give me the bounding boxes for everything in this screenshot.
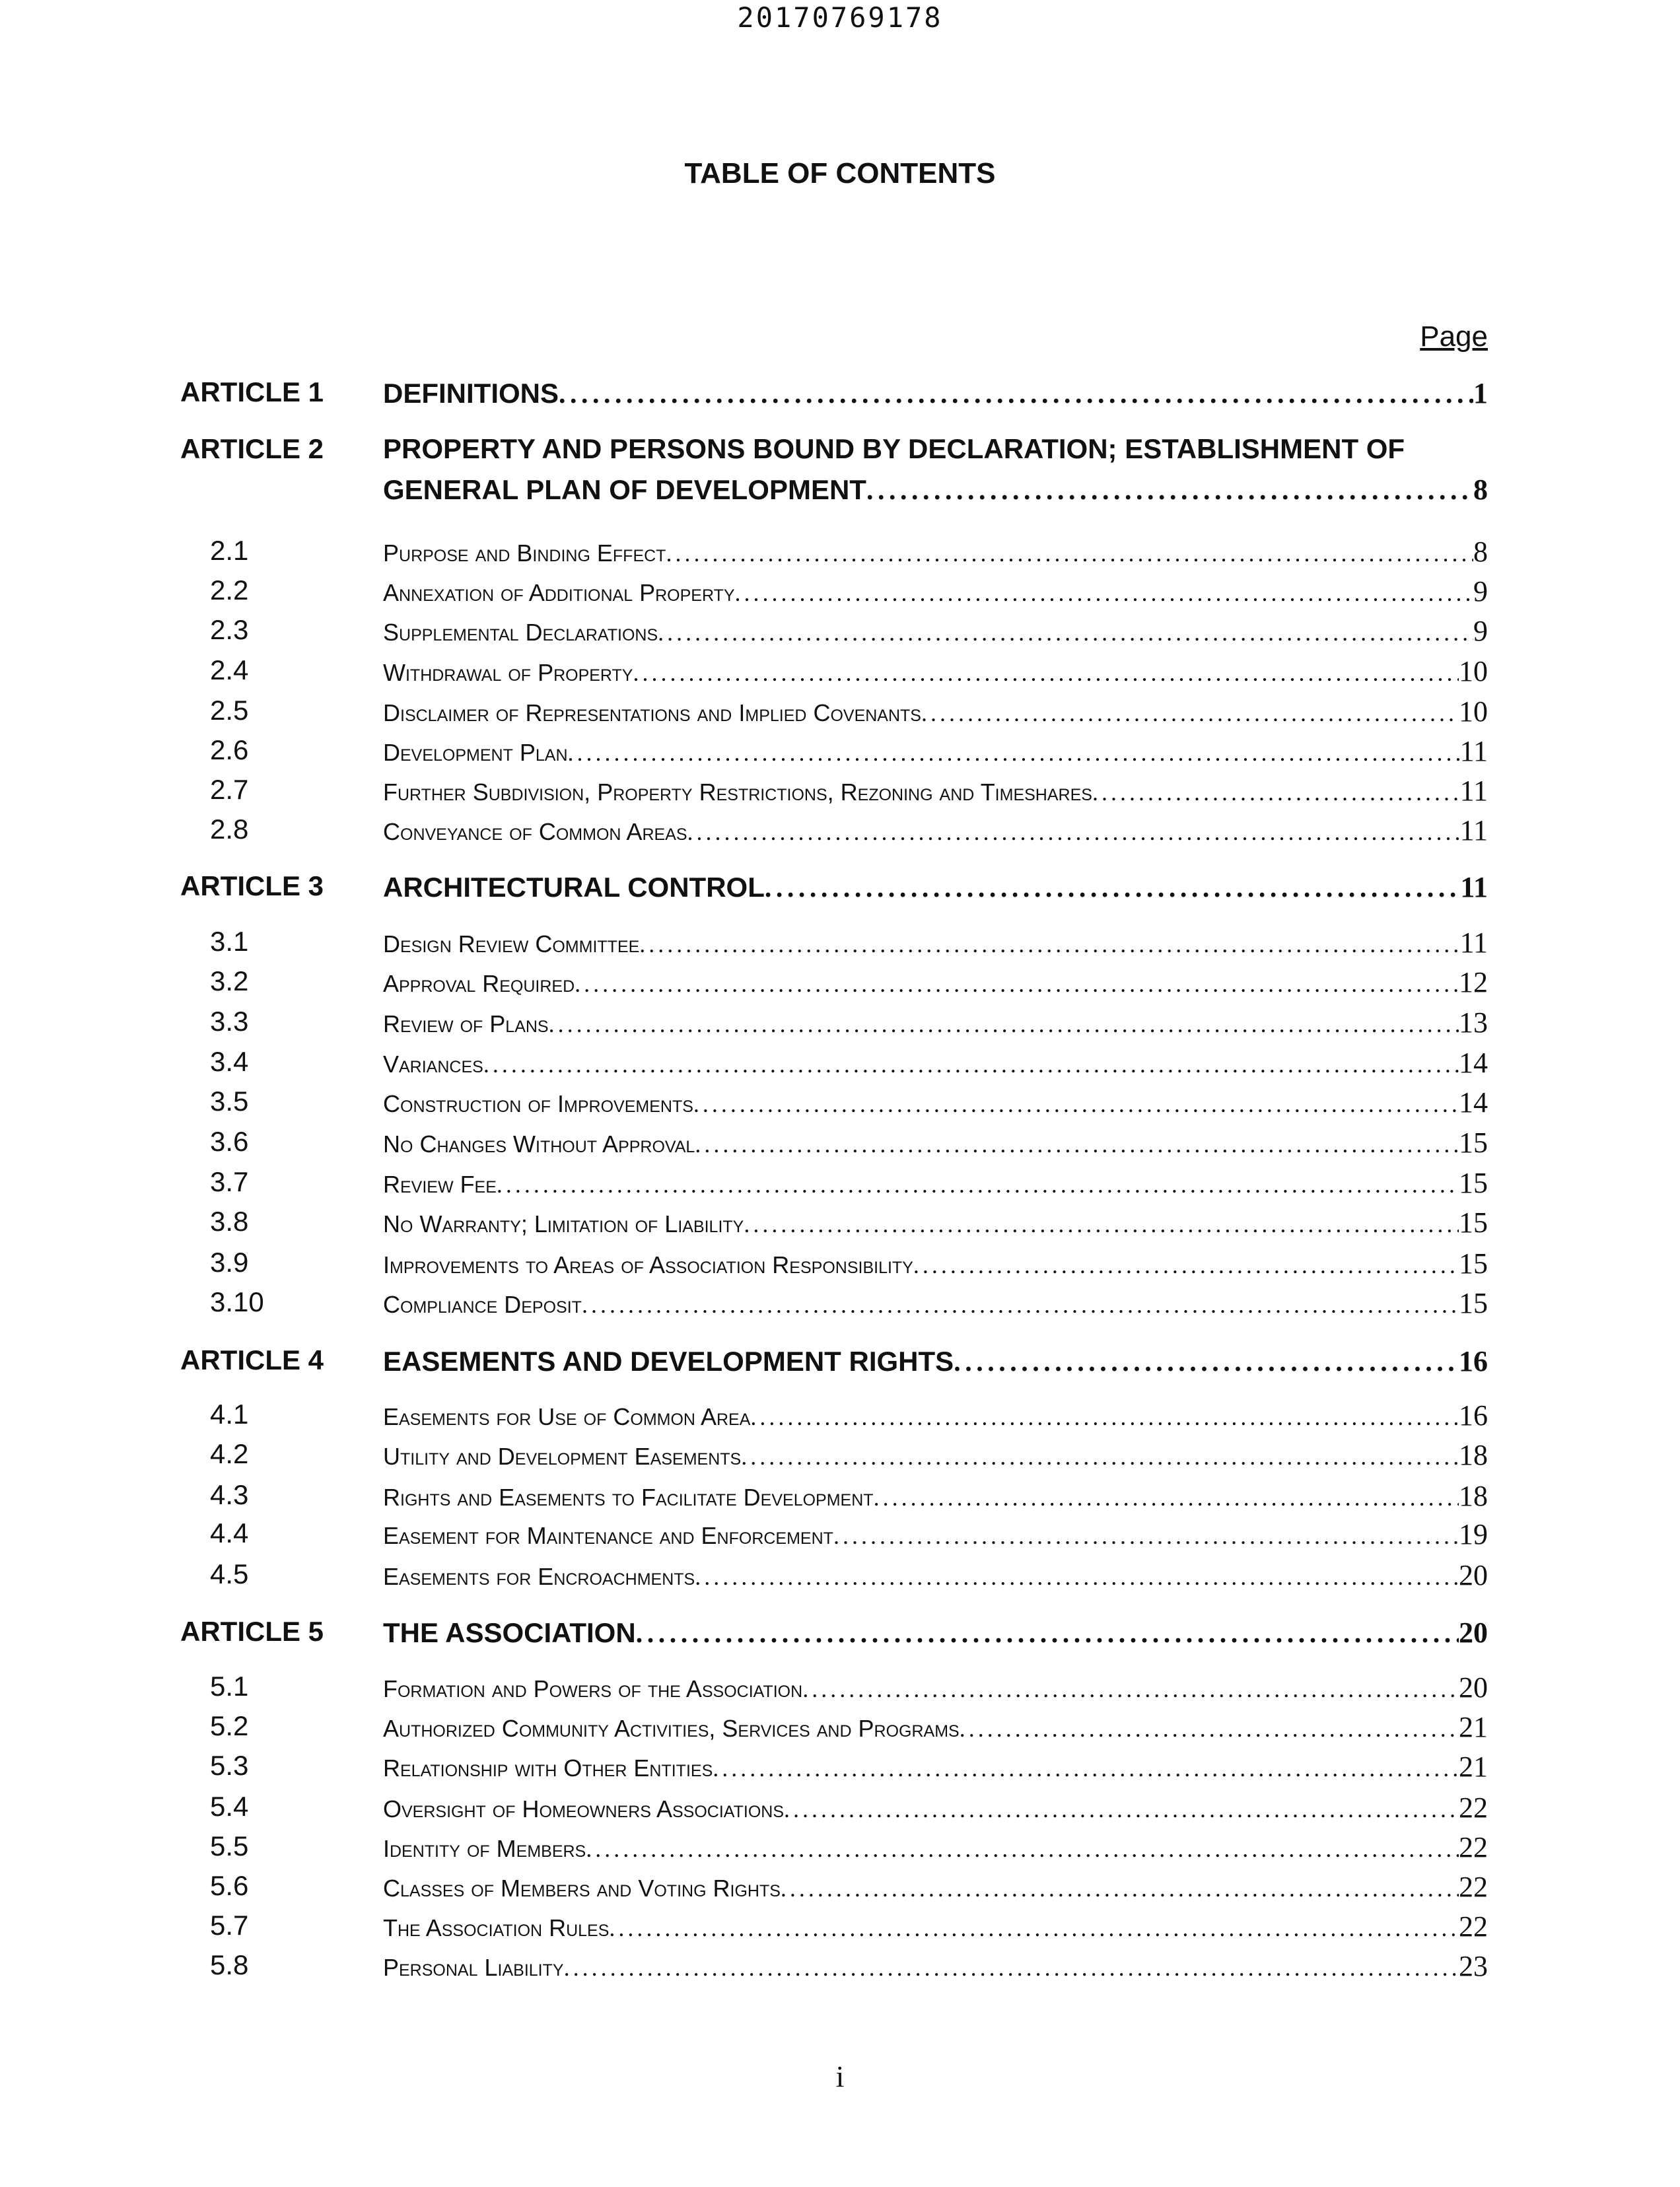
entry-number: 2.3 [210, 614, 249, 645]
entry-page-number: 19 [1459, 1518, 1488, 1550]
entry-title: Rights and Easements to Facilitate Development [383, 1484, 874, 1511]
entry-page-number: 22 [1459, 1871, 1488, 1903]
entry-page-number: 15 [1459, 1127, 1488, 1159]
entry-leader-line [383, 1479, 1488, 1519]
dot-leader [750, 1403, 1459, 1431]
entry-number: 2.7 [210, 774, 249, 805]
entry-leader-line [383, 870, 1488, 910]
entry-number: 4.3 [210, 1479, 249, 1510]
entry-number: 4.5 [210, 1558, 249, 1589]
entry-number: 2.2 [210, 574, 249, 606]
entry-number: 3.6 [210, 1126, 249, 1157]
dot-leader [687, 818, 1460, 846]
entry-title: Formation and Powers of the Association [383, 1675, 803, 1702]
entry-title: Easements for Use of Common Area [383, 1403, 751, 1430]
entry-page-number: 18 [1459, 1439, 1488, 1471]
entry-page-number: 20 [1459, 1559, 1488, 1591]
dot-leader [693, 1090, 1459, 1118]
entry-title: EASEMENTS AND DEVELOPMENT RIGHTS [383, 1346, 954, 1377]
dot-leader [913, 1251, 1459, 1279]
dot-leader [639, 930, 1459, 958]
entry-number: 3.7 [210, 1166, 249, 1197]
entry-number: 5.7 [210, 1910, 249, 1941]
entry-page-number: 14 [1459, 1047, 1488, 1079]
entry-leader-line [383, 774, 1488, 814]
dot-leader [874, 1484, 1459, 1511]
entry-number: ARTICLE 4 [180, 1344, 324, 1375]
entry-number: 3.8 [210, 1206, 249, 1237]
entry-page-number: 15 [1459, 1167, 1488, 1199]
entry-page-number: 11 [1460, 871, 1488, 903]
page-title: TABLE OF CONTENTS [684, 157, 996, 190]
page-column-header: Page [1420, 320, 1488, 353]
entry-leader-line [383, 1671, 1488, 1710]
entry-title: Easement for Maintenance and Enforcement [383, 1522, 833, 1549]
entry-title: Further Subdivision, Property Restrictions, Rezoning and Timeshares [383, 779, 1092, 806]
dot-leader [564, 1954, 1459, 1982]
entry-title: ARCHITECTURAL CONTROL [383, 872, 765, 903]
entry-page-number: 23 [1459, 1950, 1488, 1982]
entry-page-number: 16 [1459, 1345, 1488, 1377]
dot-leader [559, 378, 1473, 410]
page-number-footer: i [835, 2060, 845, 2093]
entry-leader-line [383, 1949, 1488, 1989]
entry-title: No Changes Without Approval [383, 1130, 695, 1158]
entry-title: Withdrawal of Property [383, 659, 633, 686]
entry-title: Development Plan [383, 739, 568, 766]
dot-leader [866, 475, 1473, 506]
entry-page-number: 21 [1459, 1711, 1488, 1743]
dot-leader [695, 1563, 1459, 1591]
entry-title: Design Review Committee [383, 930, 640, 957]
entry-title: Compliance Deposit [383, 1291, 582, 1318]
entry-number: ARTICLE 1 [180, 376, 324, 407]
entry-number: 2.5 [210, 695, 249, 726]
entry-title: Improvements to Areas of Association Responsibility [383, 1251, 913, 1278]
entry-title: Personal Liability [383, 1954, 564, 1981]
dot-leader [713, 1754, 1459, 1782]
entry-number: 5.1 [210, 1671, 249, 1702]
entry-title: Construction of Improvements [383, 1090, 693, 1117]
entry-leader-line [383, 734, 1488, 774]
dot-leader [666, 539, 1473, 567]
entry-leader-line [383, 1616, 1488, 1655]
dot-leader [609, 1914, 1459, 1942]
dot-leader [735, 579, 1473, 607]
entry-page-number: 11 [1459, 814, 1488, 847]
entry-page-number: 10 [1459, 695, 1488, 728]
entry-page-number: 21 [1459, 1751, 1488, 1783]
entry-number: 4.2 [210, 1438, 249, 1469]
entry-number: 4.4 [210, 1517, 249, 1548]
entry-number: 3.10 [210, 1286, 264, 1317]
entry-page-number: 22 [1459, 1831, 1488, 1863]
entry-leader-line [383, 1166, 1488, 1206]
entry-page-number: 1 [1473, 377, 1488, 409]
dot-leader [781, 1875, 1459, 1902]
entry-title: Identity of Members [383, 1835, 586, 1862]
entry-leader-line [383, 1710, 1488, 1750]
entry-title: Variances [383, 1051, 483, 1078]
dot-leader [497, 1171, 1459, 1198]
entry-leader-line [383, 1750, 1488, 1789]
entry-title: Classes of Members and Voting Rights [383, 1875, 781, 1902]
entry-title: Review Fee [383, 1171, 497, 1198]
entry-leader-line [383, 1517, 1488, 1557]
entry-number: ARTICLE 3 [180, 870, 324, 901]
dot-leader [575, 970, 1459, 998]
entry-leader-line [383, 574, 1488, 614]
entry-leader-line [383, 1046, 1488, 1086]
entry-page-number: 11 [1459, 775, 1488, 807]
dot-leader [1092, 779, 1460, 806]
entry-number: 3.2 [210, 965, 249, 996]
entry-number: 4.1 [210, 1399, 249, 1430]
entry-page-number: 20 [1459, 1671, 1488, 1704]
entry-number: ARTICLE 2 [180, 433, 324, 464]
dot-leader [695, 1130, 1459, 1158]
dot-leader [741, 1443, 1459, 1471]
entry-title: Oversight of Homeowners Associations [383, 1795, 784, 1822]
entry-leader-line [383, 1791, 1488, 1830]
entry-leader-line [383, 614, 1488, 654]
entry-leader-line [383, 695, 1488, 734]
entry-page-number: 10 [1459, 655, 1488, 687]
entry-number: 3.3 [210, 1006, 249, 1037]
dot-leader [802, 1675, 1459, 1703]
dot-leader [954, 1346, 1459, 1378]
entry-number: 2.1 [210, 535, 249, 566]
entry-title: Disclaimer of Representations and Implied Covenants [383, 699, 921, 726]
entry-page-number: 12 [1459, 966, 1488, 998]
entry-leader-line [383, 1126, 1488, 1165]
entry-title: THE ASSOCIATION [383, 1617, 636, 1648]
entry-leader-line [383, 376, 1488, 416]
entry-page-number: 15 [1459, 1287, 1488, 1319]
entry-page-number: 15 [1459, 1206, 1488, 1239]
dot-leader [586, 1835, 1459, 1863]
entry-title: DEFINITIONS [383, 378, 559, 409]
entry-number: 5.5 [210, 1830, 249, 1861]
entry-leader-line [383, 1830, 1488, 1870]
entry-title: GENERAL PLAN OF DEVELOPMENT [383, 474, 866, 505]
entry-leader-line [383, 1247, 1488, 1286]
entry-title: No Warranty; Limitation of Liability [383, 1210, 744, 1237]
entry-title-line: PROPERTY AND PERSONS BOUND BY DECLARATION; ESTABLISHMENT OF [383, 433, 1405, 464]
entry-leader-line [383, 1910, 1488, 1949]
entry-title: Utility and Development Easements [383, 1443, 742, 1470]
entry-leader-line [383, 1344, 1488, 1384]
entry-number: 3.4 [210, 1046, 249, 1077]
dot-leader [483, 1051, 1459, 1078]
dot-leader [633, 659, 1459, 687]
dot-leader [784, 1795, 1459, 1823]
entry-title: Conveyance of Common Areas [383, 818, 687, 845]
entry-title: Authorized Community Activities, Services and Programs [383, 1715, 960, 1742]
entry-number: 2.4 [210, 654, 249, 685]
dot-leader [568, 739, 1460, 767]
dot-leader [765, 872, 1461, 904]
entry-leader-line [383, 1399, 1488, 1438]
entry-leader-line [383, 814, 1488, 853]
entry-page-number: 15 [1459, 1247, 1488, 1280]
entry-page-number: 14 [1459, 1086, 1488, 1119]
entry-title: The Association Rules [383, 1914, 610, 1941]
entry-page-number: 8 [1473, 536, 1488, 568]
entry-leader-line [383, 926, 1488, 965]
entry-page-number: 8 [1473, 473, 1488, 506]
entry-leader-line [383, 473, 1488, 512]
entry-leader-line [383, 1206, 1488, 1245]
entry-leader-line [383, 1558, 1488, 1598]
entry-leader-line [383, 1086, 1488, 1125]
dot-leader [636, 1618, 1459, 1649]
entry-page-number: 22 [1459, 1791, 1488, 1824]
entry-leader-line [383, 1438, 1488, 1478]
entry-number: 2.6 [210, 734, 249, 765]
entry-title: Annexation of Additional Property [383, 579, 735, 606]
entry-title: Easements for Encroachments [383, 1563, 695, 1590]
entry-page-number: 11 [1459, 926, 1488, 959]
entry-title: Relationship with Other Entities [383, 1754, 713, 1782]
dot-leader [744, 1210, 1459, 1238]
entry-number: 2.8 [210, 814, 249, 845]
dot-leader [921, 699, 1459, 727]
entry-leader-line [383, 1870, 1488, 1910]
entry-number: 5.3 [210, 1750, 249, 1781]
entry-number: ARTICLE 5 [180, 1616, 324, 1647]
dot-leader [549, 1010, 1459, 1038]
entry-leader-line [383, 965, 1488, 1005]
entry-leader-line [383, 1286, 1488, 1326]
entry-number: 5.2 [210, 1710, 249, 1741]
entry-page-number: 13 [1459, 1006, 1488, 1039]
entry-number: 5.4 [210, 1791, 249, 1822]
dot-leader [658, 619, 1473, 646]
entry-title: Review of Plans [383, 1010, 549, 1037]
entry-title: Purpose and Binding Effect [383, 539, 666, 567]
entry-page-number: 9 [1473, 615, 1488, 647]
entry-leader-line [383, 535, 1488, 574]
entry-page-number: 20 [1459, 1616, 1488, 1649]
document-number: 20170769178 [737, 1, 943, 34]
entry-page-number: 18 [1459, 1480, 1488, 1512]
dot-leader [582, 1291, 1459, 1319]
entry-page-number: 11 [1459, 735, 1488, 767]
entry-page-number: 22 [1459, 1910, 1488, 1943]
entry-title: Approval Required [383, 970, 575, 997]
entry-page-number: 9 [1473, 575, 1488, 608]
dot-leader [960, 1715, 1459, 1743]
entry-title: Supplemental Declarations [383, 619, 658, 646]
entry-number: 3.5 [210, 1086, 249, 1117]
dot-leader [833, 1522, 1459, 1550]
entry-number: 3.9 [210, 1247, 249, 1278]
entry-page-number: 16 [1459, 1399, 1488, 1432]
entry-number: 3.1 [210, 926, 249, 957]
entry-number: 5.8 [210, 1949, 249, 1980]
entry-number: 5.6 [210, 1870, 249, 1901]
entry-leader-line [383, 654, 1488, 694]
entry-leader-line [383, 1006, 1488, 1045]
